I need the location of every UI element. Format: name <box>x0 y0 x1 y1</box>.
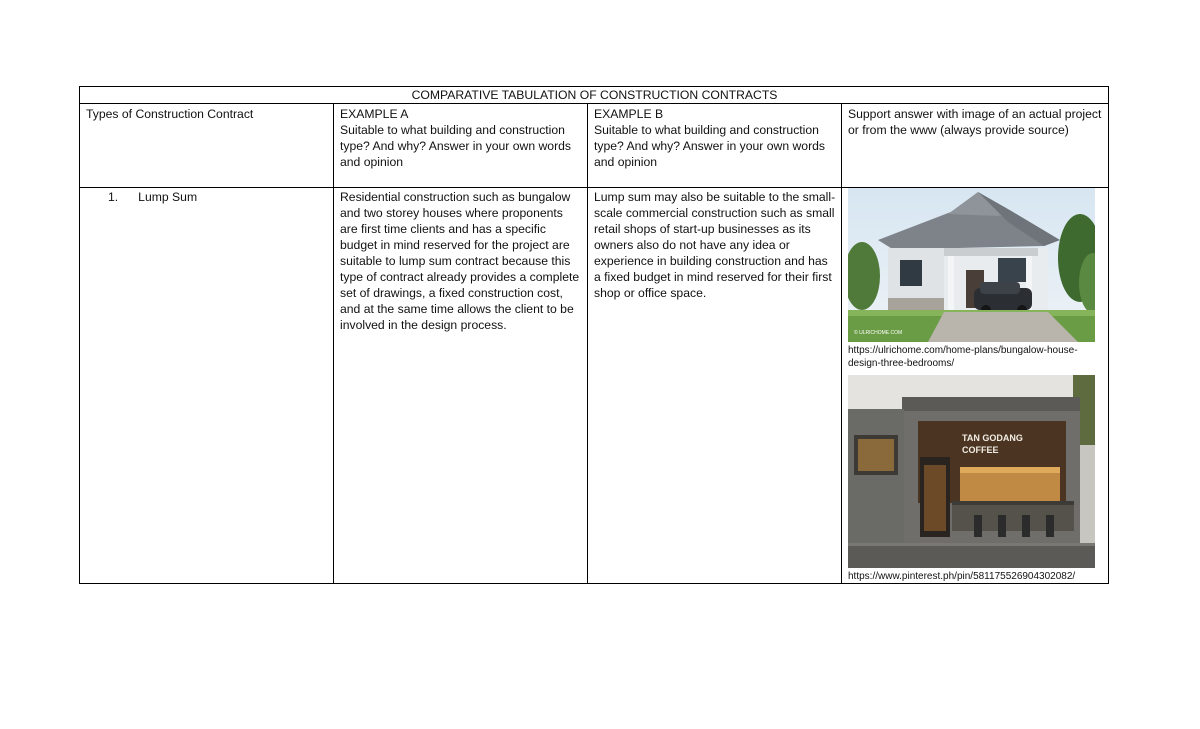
cell-example-a <box>334 188 588 584</box>
numbered-item <box>86 189 328 205</box>
header-support-image-label: Support answer with image of an actual project or from the www (always provide source) <box>848 107 1102 137</box>
item-label: Lump Sum <box>138 190 198 204</box>
header-example-b-title: EXAMPLE B <box>594 107 664 121</box>
header-support-image <box>842 104 1109 188</box>
item-number: 1. <box>108 190 119 204</box>
example-b-text: Lump sum may also be suitable to the small-scale commercial construction such as small retail shops of start-up businesses as its owners also do not have any idea or experience in building construction and has a fixed budget in mind reserved for their first shop or office space. <box>594 190 836 300</box>
coffee-shop-photo <box>848 375 1095 568</box>
watermark: © ULRICHOME.COM <box>854 330 903 336</box>
example-a-text: Residential construction such as bungalow and two storey houses where proponents are first time clients and has a specific budget in mind reserved for the project are suitable to lump sum contract because this type of contract already provides a complete set of drawings, a fixed construction cost, and at the same time allows the client to be involved in the design process. <box>340 190 580 332</box>
cell-contract-type <box>80 188 334 584</box>
header-example-a-title: EXAMPLE A <box>340 107 409 121</box>
cell-example-b <box>588 188 842 584</box>
table-row <box>80 188 1109 584</box>
header-example-a <box>334 104 588 188</box>
table-title: COMPARATIVE TABULATION OF CONSTRUCTION CONTRACTS <box>80 87 1109 104</box>
header-example-a-description: Suitable to what building and construction type? And why? Answer in your own words and opinion <box>340 123 572 169</box>
image-source-link[interactable]: https://ulrichome.com/home-plans/bungalow-house-design-three-bedrooms/ <box>848 345 1078 369</box>
cafe-sign-line2: COFFEE <box>962 445 999 455</box>
cell-support-images <box>842 188 1109 584</box>
header-contract-type <box>80 104 334 188</box>
comparative-table <box>79 86 1109 584</box>
cafe-sign-line1: TAN GODANG <box>962 433 1023 443</box>
header-example-b <box>588 104 842 188</box>
header-example-b-description: Suitable to what building and construction type? And why? Answer in your own words and opinion <box>594 123 826 169</box>
image-source-link[interactable]: https://www.pinterest.ph/pin/581175526904302082/ <box>848 571 1076 582</box>
bungalow-house-photo <box>848 188 1095 342</box>
header-contract-type-label: Types of Construction Contract <box>86 107 254 121</box>
